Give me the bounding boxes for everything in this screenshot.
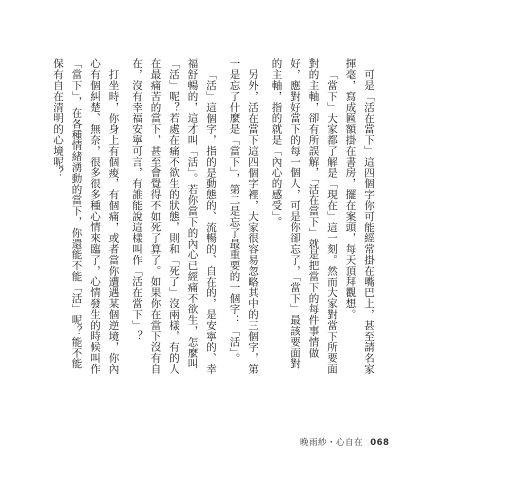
page-footer bbox=[300, 436, 389, 448]
body-text bbox=[52, 58, 378, 378]
paragraph-1: 可是「活在當下」這四個字你可能經常掛在嘴巴上，甚至請名家揮毫，寫成匾額掛在書房，擺在案頭，每天頂拜觀想。 bbox=[344, 58, 375, 374]
page-number: 068 bbox=[370, 438, 390, 448]
paragraph-2: 「當下」大家都了解是「現在」這一刻。然而大家對當下所要面對的主軸，卻有所誤解，「活在當下」就是把當下的每件事情做好，應對好當下的每一個人，可是你卻忘了，「當下」最該要面對的主軸，指的就是「內心的感受」。 bbox=[270, 58, 338, 374]
paragraph-4: 「活」這個字，指的是動態的、流暢的、自在的，是安寧的、幸福舒暢的，這才叫「活」。若你當下的內心已經痛不欲生，怎麼叫「活」呢？若處在痛不欲生的狀態，則和「死了」沒兩樣，有的人在最痛苦的當下，甚至會覺得不如死了算了。如果你在當下沒有自在，沒有幸福安寧可言，有誰能說這樣叫作「活在當下」？ bbox=[131, 58, 217, 375]
paragraph-5: 打坐時，你身上有個痠，有個痛，或者當你遭遇某個逆境，你內心有個糾楚、無奈，很多很多種心情來臨了，心情發生的時候叫作「當下」，在各種情緒湧動的當下，你還能不能「活」呢？能不能保有自在清明的心境呢？ bbox=[52, 58, 120, 375]
book-title: 晚雨紗・心自在 bbox=[300, 438, 364, 448]
paragraph-3: 另外，活在當下這四個字裡，大家很容易忽略其中的三個字，第一是忘了什麼是「當下」，第二是忘了最重要的一個字：「活」。 bbox=[228, 58, 259, 374]
